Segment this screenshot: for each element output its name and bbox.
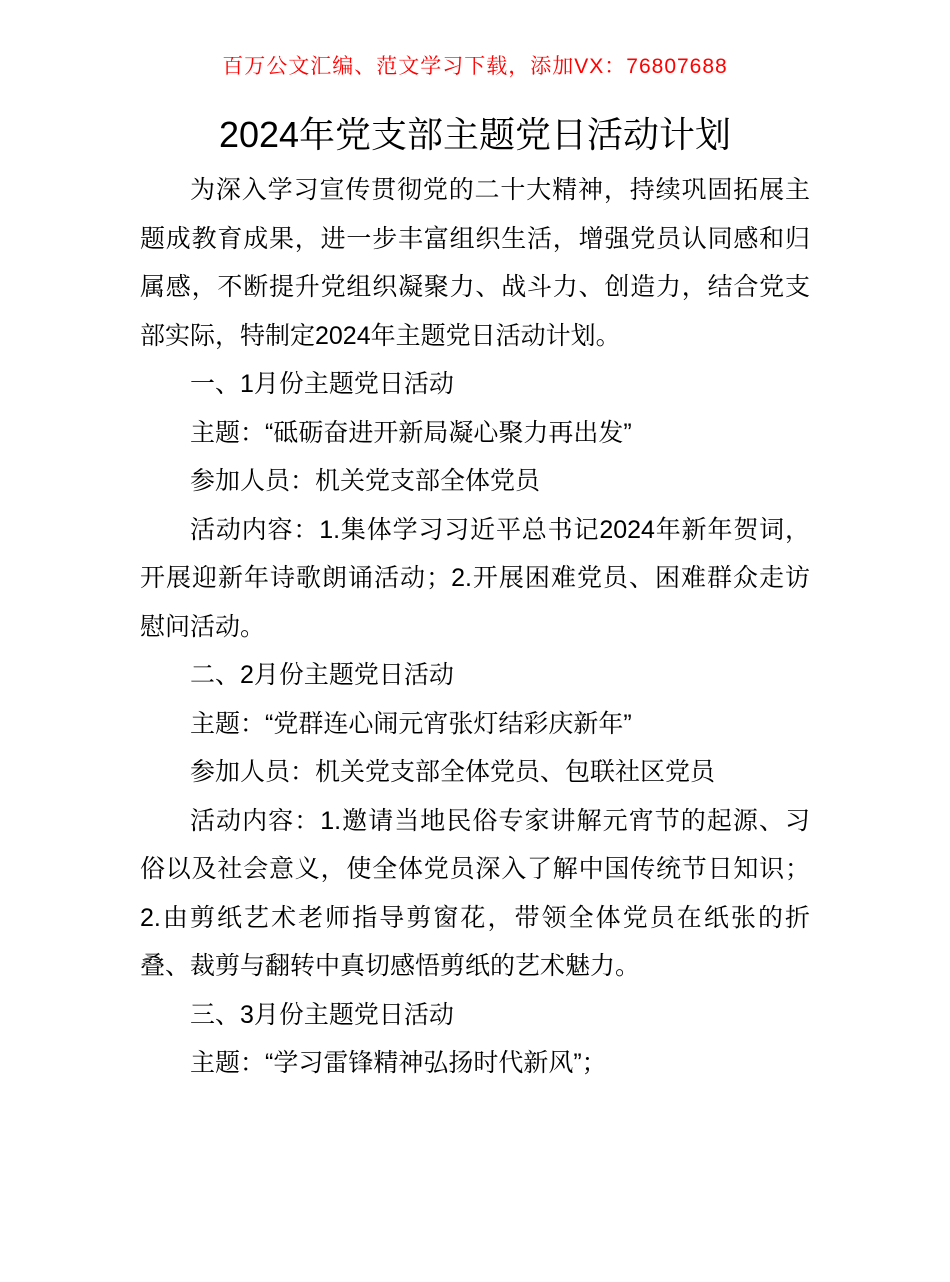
document-title: 2024年党支部主题党日活动计划	[218, 114, 732, 155]
section-1-theme: 主题：“砥砺奋进开新局凝心聚力再出发”	[190, 418, 632, 447]
section-1-heading: 一、1月份主题党日活动	[190, 370, 454, 398]
document-page	[0, 52, 950, 1282]
section-1-participants: 参加人员：机关党支部全体党员	[190, 467, 541, 495]
section-1-content: 活动内容：1.集体学习习近平总书记2024年新年贺词，开展迎新年诗歌朗诵活动；2.开展困难党员、困难群众走访慰问活动。	[140, 515, 810, 641]
intro-paragraph: 为深入学习宣传贯彻党的二十大精神，持续巩固拓展主题成教育成果，进一步丰富组织生活，增强党员认同感和归属感，不断提升党组织凝聚力、战斗力、创造力，结合党支部实际，特制定2024年主题党日活动计划。	[140, 176, 810, 350]
section-2-theme: 主题：“党群连心闹元宵张灯结彩庆新年”	[190, 709, 632, 738]
section-2-participants: 参加人员：机关党支部全体党员、包联社区党员	[190, 758, 716, 786]
section-2-heading: 二、2月份主题党日活动	[190, 661, 454, 689]
document-body	[140, 166, 810, 1088]
section-3-heading: 三、3月份主题党日活动	[190, 1000, 454, 1029]
section-2-content: 活动内容：1.邀请当地民俗专家讲解元宵节的起源、习俗以及社会意义，使全体党员深入了解中国传统节日知识；2.由剪纸艺术老师指导剪窗花，带领全体党员在纸张的折叠、裁剪与翻转中真切感悟剪纸的艺术魅力。	[140, 806, 810, 980]
section-3-theme: 主题：“学习雷锋精神弘扬时代新风”；	[190, 1049, 607, 1077]
watermark-header-text: 百万公文汇编、范文学习下载，添加VX：76807688	[222, 55, 728, 78]
